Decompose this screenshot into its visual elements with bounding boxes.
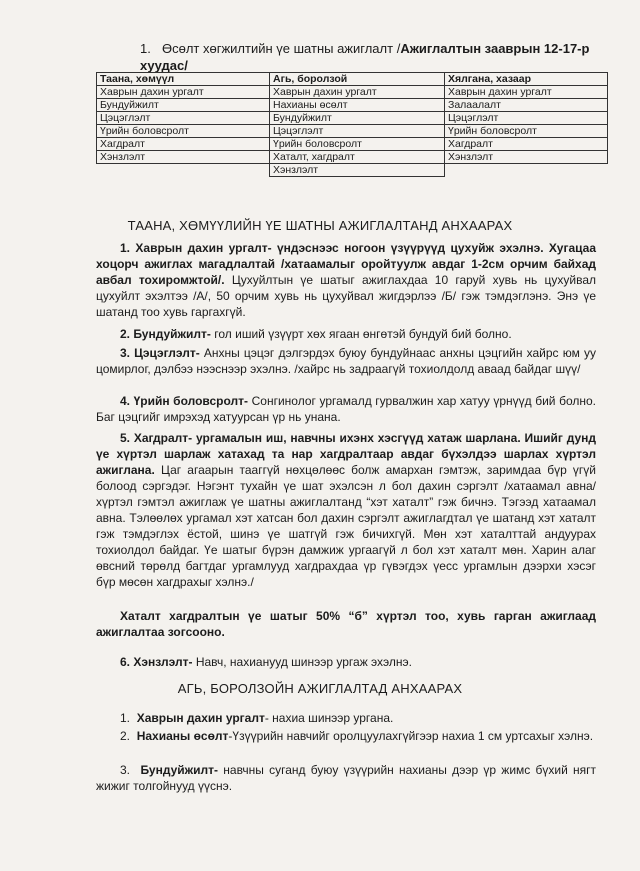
table-cell: Хэнзлэлт — [270, 164, 445, 177]
intro-bold: Ажиглалтын зааврын 12-17-р хуудас/ — [140, 41, 590, 73]
intro-text: Өсөлт хөгжилтийн үе шатны ажиглалт / — [162, 41, 401, 56]
list-item — [96, 762, 596, 794]
table-row — [97, 86, 608, 99]
paragraph-lead: 4. Үрийн боловсролт- — [120, 394, 249, 408]
intro-number: 1. — [140, 41, 151, 56]
paragraph-text: Сонгинолог ургамалд гурвалжин хар хатуу үрнүүд бий болно. Баг цэцгийг имрэхэд хатуурсан үр нь унана. — [96, 394, 597, 424]
paragraph-text: Анхны цэцэг дэлгэрдэх буюу бундуйнаас анхны цэцгийн хайрс юм уу цомирлог, дэлбээ нээснээр эхэлнэ. /хайрс нь задраагүй тохиолдолд аваад байдаг шүү/ — [96, 346, 596, 376]
table-cell: Үрийн боловсролт — [97, 125, 270, 138]
table-row — [97, 99, 608, 112]
paragraph-note — [96, 608, 596, 640]
table-cell: Бундуйжилт — [270, 112, 445, 125]
intro-heading — [140, 40, 600, 74]
table-cell: Хагдралт — [97, 138, 270, 151]
section-title-agi: АГЬ, БОРОЛЗОЙН АЖИГЛАЛТАД АНХААРАХ — [177, 681, 463, 696]
table-header: Хялгана, хазаар — [445, 73, 608, 86]
list-number: 2. — [120, 729, 131, 743]
paragraph-lead: 6. Хэнзлэлт- — [120, 655, 193, 669]
table-cell: Хаталт, хагдралт — [270, 151, 445, 164]
table-row — [97, 125, 608, 138]
paragraph-bold: Хаталт хагдралтын үе шатыг 50% “б” хүртэл тоо, хувь гарган ажиглаад ажиглалтаа зогсооно. — [96, 609, 596, 639]
paragraph-text: - нахиа шинээр ургана. — [264, 711, 394, 725]
paragraph-flowering — [96, 345, 596, 377]
table-cell: Хаврын дахин ургалт — [445, 86, 608, 99]
table-cell: Бундуйжилт — [97, 99, 270, 112]
table-cell: Үрийн боловсролт — [445, 125, 608, 138]
paragraph-lead: Нахианы өсөлт — [136, 729, 229, 743]
paragraph-seed-ripening — [96, 393, 596, 425]
paragraph-lead: Хаврын дахин ургалт — [136, 711, 265, 725]
table-cell: Цэцэглэлт — [270, 125, 445, 138]
table-cell: Залаалалт — [445, 99, 608, 112]
phase-table — [96, 72, 608, 177]
table-row — [97, 112, 608, 125]
paragraph-text: -Үзүүрийн навчийг оролцуулахгүйгээр нахиа 1 см уртсахыг хэлнэ. — [228, 729, 594, 743]
paragraph-bold: 5. Хагдралт- ургамалын иш, навчны ихэнх хэсгүүд хатаж шарлана. Ишийг дунд үе хүртэл шарлаж хатахад та нар хагдралтаар авдаг бүхэлдээ шарлах хүртэл ажиглана. — [96, 431, 596, 477]
paragraph-text: гол иший үзүүрт хөх ягаан өнгөтэй бундуй бий болно. — [210, 327, 512, 341]
table-cell-empty — [445, 164, 608, 177]
table-row — [97, 151, 608, 164]
table-cell: Хагдралт — [445, 138, 608, 151]
table-cell: Хаврын дахин ургалт — [97, 86, 270, 99]
list-number: 1. — [120, 711, 131, 725]
table-cell: Хэнзлэлт — [97, 151, 270, 164]
paragraph-text: Цаг агаарын тааггүй нөхцөлөөс болж амархан гэмтэж, заримдаа бүр үгүй болоод сэргэдэг. Нэгэнт тухайн үе шат эхэлсэн л бол дахин сэргэлт /хатаамал авна/ хүртэл гэмтэл ажиглаж үе шатны ажиглалтанд “хэт хаталт” гэж бичнэ. Тэгээд хатаамал авна. Тэлөөлөх ургамал хэт хатсан бол дахин сэргэлт ажиглагдтал үе шатанд хэт хаталт гэж тэмдэглэх ёстой, шинэ үе шатгүй гэж бичихгүй. Мөн хэт хаталттай андуурах тохиолдол байдаг. Үе шатыг бүрэн дамжиж ургаагүй л бол хэт хаталт мөн. Харин алаг өвсний төрөлд багтдаг ургамлууд хагдрахдаа үр гүвэгдэх үесс ургамлын дээрхи хэсэг бүр мөсөн хагдрахыг хэлнэ./ — [96, 463, 596, 589]
list-number: 3. — [120, 763, 131, 777]
paragraph-lead: Бундуйжилт- — [140, 763, 219, 777]
list-item — [96, 728, 596, 744]
paragraph-text: Цухуйлтын үе шатыг ажиглахдаа 10 гаруй хувь нь цухуйвал цухуйлт эхэлтээ /А/, 50 орчим хувь нь цухуйвал жигдэрлээ /Б/ гэж тэмдэглэнэ. Энэ үе шатанд тоо хувь гаргахгүй. — [96, 273, 597, 319]
list-item — [96, 710, 596, 726]
table-header: Таана, хөмүүл — [97, 73, 270, 86]
table-cell: Үрийн боловсролт — [270, 138, 445, 151]
table-cell: Хэнзлэлт — [445, 151, 608, 164]
table-cell: Цэцэглэлт — [445, 112, 608, 125]
paragraph-lead: 2. Бундуйжилт- — [120, 327, 211, 341]
paragraph-text: навчны суганд буюу үзүүрийн нахианы дээр үр жимс бүхий нягт жижиг толгойнууд үүснэ. — [96, 763, 596, 793]
section-title-taana: ТААНА, ХӨМҮҮЛИЙН ҮЕ ШАТНЫ АЖИГЛАЛТАНД АНХААРАХ — [127, 218, 513, 233]
paragraph-wilting — [96, 430, 596, 590]
paragraph-bold: 1. Хаврын дахин ургалт- үндэснээс ногоон үзүүрүүд цухуйж эхэлнэ. Хугацаа хоцорч ажиглах магадлалтай /хатаамалыг оройтуулж авдаг 1-2см орчим байхад авбал тохиромжтой/. — [96, 241, 596, 287]
paragraph-regrowth-final — [96, 654, 596, 670]
paragraph-budding — [96, 326, 596, 342]
table-row — [97, 138, 608, 151]
paragraph-text: Навч, нахианууд шинээр ургаж эхэлнэ. — [192, 655, 412, 669]
paragraph-spring-regrowth — [96, 240, 596, 320]
table-cell: Нахианы өсөлт — [270, 99, 445, 112]
table-cell: Хаврын дахин ургалт — [270, 86, 445, 99]
table-cell-empty — [97, 164, 270, 177]
table-cell: Цэцэглэлт — [97, 112, 270, 125]
table-row — [97, 164, 608, 177]
table-header-row — [97, 73, 608, 86]
table-header: Агь, боролзой — [270, 73, 445, 86]
paragraph-lead: 3. Цэцэглэлт- — [120, 346, 200, 360]
